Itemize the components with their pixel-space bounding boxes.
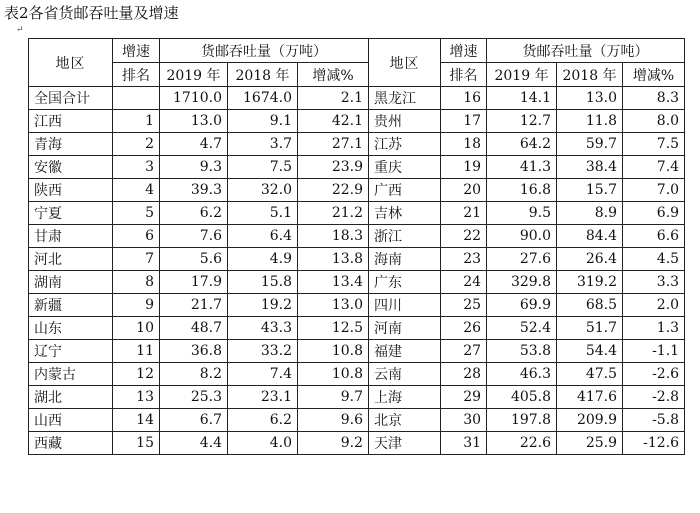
right-rank-cell: 21 bbox=[441, 202, 487, 225]
right-region-cell: 四川 bbox=[369, 294, 441, 317]
table-row bbox=[29, 156, 685, 179]
table-row bbox=[29, 409, 685, 432]
left-value-2018-cell: 23.1 bbox=[228, 386, 298, 409]
left-value-2019-cell: 5.6 bbox=[160, 248, 228, 271]
header-2018-right: 2018 年 bbox=[557, 63, 623, 87]
header-row-2 bbox=[29, 63, 685, 87]
right-change-cell: 7.0 bbox=[623, 179, 685, 202]
right-change-cell: 6.6 bbox=[623, 225, 685, 248]
left-change-cell: 27.1 bbox=[298, 133, 369, 156]
right-value-2018-cell: 15.7 bbox=[557, 179, 623, 202]
table-row bbox=[29, 363, 685, 386]
right-value-2018-cell: 13.0 bbox=[557, 87, 623, 110]
right-value-2018-cell: 26.4 bbox=[557, 248, 623, 271]
right-region-cell: 天津 bbox=[369, 432, 441, 455]
left-change-cell: 12.5 bbox=[298, 317, 369, 340]
left-rank-cell: 4 bbox=[113, 179, 160, 202]
right-change-cell: -5.8 bbox=[623, 409, 685, 432]
right-value-2019-cell: 46.3 bbox=[487, 363, 557, 386]
right-value-2018-cell: 68.5 bbox=[557, 294, 623, 317]
right-change-cell: 2.0 bbox=[623, 294, 685, 317]
left-value-2018-cell: 32.0 bbox=[228, 179, 298, 202]
right-value-2019-cell: 53.8 bbox=[487, 340, 557, 363]
left-region-cell: 辽宁 bbox=[29, 340, 113, 363]
cargo-throughput-table bbox=[28, 38, 685, 455]
left-change-cell: 9.7 bbox=[298, 386, 369, 409]
header-change-right: 增减% bbox=[623, 63, 685, 87]
right-change-cell: 6.9 bbox=[623, 202, 685, 225]
right-value-2019-cell: 52.4 bbox=[487, 317, 557, 340]
left-region-cell: 江西 bbox=[29, 110, 113, 133]
left-value-2019-cell: 8.2 bbox=[160, 363, 228, 386]
right-rank-cell: 16 bbox=[441, 87, 487, 110]
left-value-2018-cell: 1674.0 bbox=[228, 87, 298, 110]
table-title: 表2各省货邮吞吐量及增速 bbox=[4, 4, 179, 22]
right-region-cell: 重庆 bbox=[369, 156, 441, 179]
header-change-left: 增减% bbox=[298, 63, 369, 87]
left-change-cell: 13.4 bbox=[298, 271, 369, 294]
right-change-cell: -1.1 bbox=[623, 340, 685, 363]
left-region-cell: 全国合计 bbox=[29, 87, 113, 110]
header-2019-right: 2019 年 bbox=[487, 63, 557, 87]
left-region-cell: 湖北 bbox=[29, 386, 113, 409]
left-rank-cell: 15 bbox=[113, 432, 160, 455]
left-value-2018-cell: 33.2 bbox=[228, 340, 298, 363]
right-value-2018-cell: 59.7 bbox=[557, 133, 623, 156]
right-region-cell: 海南 bbox=[369, 248, 441, 271]
right-rank-cell: 25 bbox=[441, 294, 487, 317]
left-region-cell: 新疆 bbox=[29, 294, 113, 317]
right-value-2019-cell: 27.6 bbox=[487, 248, 557, 271]
right-value-2018-cell: 11.8 bbox=[557, 110, 623, 133]
left-value-2019-cell: 17.9 bbox=[160, 271, 228, 294]
right-rank-cell: 24 bbox=[441, 271, 487, 294]
right-value-2019-cell: 69.9 bbox=[487, 294, 557, 317]
left-change-cell: 21.2 bbox=[298, 202, 369, 225]
right-region-cell: 吉林 bbox=[369, 202, 441, 225]
right-value-2018-cell: 417.6 bbox=[557, 386, 623, 409]
right-value-2019-cell: 64.2 bbox=[487, 133, 557, 156]
right-rank-cell: 27 bbox=[441, 340, 487, 363]
right-value-2018-cell: 25.9 bbox=[557, 432, 623, 455]
header-throughput-left: 货邮吞吐量（万吨） bbox=[160, 39, 369, 63]
left-change-cell: 23.9 bbox=[298, 156, 369, 179]
left-rank-cell: 8 bbox=[113, 271, 160, 294]
right-change-cell: 7.4 bbox=[623, 156, 685, 179]
left-rank-cell: 2 bbox=[113, 133, 160, 156]
right-change-cell: -12.6 bbox=[623, 432, 685, 455]
left-change-cell: 22.9 bbox=[298, 179, 369, 202]
left-value-2018-cell: 5.1 bbox=[228, 202, 298, 225]
table-row bbox=[29, 248, 685, 271]
left-change-cell: 18.3 bbox=[298, 225, 369, 248]
right-region-cell: 河南 bbox=[369, 317, 441, 340]
left-rank-cell: 3 bbox=[113, 156, 160, 179]
right-value-2019-cell: 14.1 bbox=[487, 87, 557, 110]
right-change-cell: 8.0 bbox=[623, 110, 685, 133]
left-region-cell: 河北 bbox=[29, 248, 113, 271]
left-rank-cell: 12 bbox=[113, 363, 160, 386]
right-value-2019-cell: 16.8 bbox=[487, 179, 557, 202]
table-row bbox=[29, 179, 685, 202]
left-value-2018-cell: 9.1 bbox=[228, 110, 298, 133]
table-row bbox=[29, 340, 685, 363]
table-row bbox=[29, 271, 685, 294]
header-throughput-right: 货邮吞吐量（万吨） bbox=[487, 39, 685, 63]
left-value-2018-cell: 6.4 bbox=[228, 225, 298, 248]
left-value-2019-cell: 1710.0 bbox=[160, 87, 228, 110]
right-value-2019-cell: 12.7 bbox=[487, 110, 557, 133]
left-value-2018-cell: 43.3 bbox=[228, 317, 298, 340]
left-change-cell: 9.2 bbox=[298, 432, 369, 455]
table-row bbox=[29, 87, 685, 110]
left-value-2019-cell: 9.3 bbox=[160, 156, 228, 179]
left-value-2018-cell: 4.0 bbox=[228, 432, 298, 455]
right-change-cell: 1.3 bbox=[623, 317, 685, 340]
left-change-cell: 13.8 bbox=[298, 248, 369, 271]
left-value-2019-cell: 48.7 bbox=[160, 317, 228, 340]
left-value-2019-cell: 21.7 bbox=[160, 294, 228, 317]
left-change-cell: 13.0 bbox=[298, 294, 369, 317]
right-region-cell: 上海 bbox=[369, 386, 441, 409]
left-region-cell: 陕西 bbox=[29, 179, 113, 202]
table-row bbox=[29, 202, 685, 225]
right-value-2019-cell: 22.6 bbox=[487, 432, 557, 455]
left-value-2018-cell: 6.2 bbox=[228, 409, 298, 432]
left-rank-cell: 9 bbox=[113, 294, 160, 317]
right-rank-cell: 19 bbox=[441, 156, 487, 179]
right-region-cell: 浙江 bbox=[369, 225, 441, 248]
right-rank-cell: 23 bbox=[441, 248, 487, 271]
right-rank-cell: 20 bbox=[441, 179, 487, 202]
right-region-cell: 北京 bbox=[369, 409, 441, 432]
table-row bbox=[29, 294, 685, 317]
right-rank-cell: 28 bbox=[441, 363, 487, 386]
right-change-cell: 8.3 bbox=[623, 87, 685, 110]
table-row bbox=[29, 110, 685, 133]
right-change-cell: 4.5 bbox=[623, 248, 685, 271]
header-region-left: 地区 bbox=[29, 39, 113, 87]
left-rank-cell: 14 bbox=[113, 409, 160, 432]
right-value-2019-cell: 197.8 bbox=[487, 409, 557, 432]
left-value-2018-cell: 7.4 bbox=[228, 363, 298, 386]
left-region-cell: 青海 bbox=[29, 133, 113, 156]
right-region-cell: 江苏 bbox=[369, 133, 441, 156]
right-rank-cell: 30 bbox=[441, 409, 487, 432]
right-value-2018-cell: 47.5 bbox=[557, 363, 623, 386]
right-value-2019-cell: 41.3 bbox=[487, 156, 557, 179]
left-value-2018-cell: 3.7 bbox=[228, 133, 298, 156]
left-value-2018-cell: 15.8 bbox=[228, 271, 298, 294]
right-value-2019-cell: 90.0 bbox=[487, 225, 557, 248]
left-region-cell: 西藏 bbox=[29, 432, 113, 455]
left-value-2019-cell: 4.4 bbox=[160, 432, 228, 455]
table-row bbox=[29, 386, 685, 409]
right-change-cell: -2.6 bbox=[623, 363, 685, 386]
right-region-cell: 福建 bbox=[369, 340, 441, 363]
left-region-cell: 安徽 bbox=[29, 156, 113, 179]
left-value-2018-cell: 19.2 bbox=[228, 294, 298, 317]
table-row bbox=[29, 225, 685, 248]
left-change-cell: 10.8 bbox=[298, 363, 369, 386]
header-rank-line1-right: 增速 bbox=[441, 39, 487, 63]
right-rank-cell: 22 bbox=[441, 225, 487, 248]
left-region-cell: 山西 bbox=[29, 409, 113, 432]
header-rank-line2-right: 排名 bbox=[441, 63, 487, 87]
header-rank-line2-left: 排名 bbox=[113, 63, 160, 87]
left-value-2019-cell: 13.0 bbox=[160, 110, 228, 133]
left-change-cell: 9.6 bbox=[298, 409, 369, 432]
right-value-2018-cell: 209.9 bbox=[557, 409, 623, 432]
table-row bbox=[29, 133, 685, 156]
table-row bbox=[29, 317, 685, 340]
right-rank-cell: 26 bbox=[441, 317, 487, 340]
left-rank-cell: 13 bbox=[113, 386, 160, 409]
table-body bbox=[29, 39, 685, 455]
right-value-2018-cell: 319.2 bbox=[557, 271, 623, 294]
left-value-2018-cell: 7.5 bbox=[228, 156, 298, 179]
left-value-2019-cell: 25.3 bbox=[160, 386, 228, 409]
right-value-2018-cell: 8.9 bbox=[557, 202, 623, 225]
header-row-1 bbox=[29, 39, 685, 63]
left-rank-cell: 1 bbox=[113, 110, 160, 133]
right-value-2018-cell: 84.4 bbox=[557, 225, 623, 248]
left-rank-cell: 10 bbox=[113, 317, 160, 340]
header-rank-line1-left: 增速 bbox=[113, 39, 160, 63]
right-value-2019-cell: 329.8 bbox=[487, 271, 557, 294]
right-change-cell: 3.3 bbox=[623, 271, 685, 294]
right-region-cell: 广东 bbox=[369, 271, 441, 294]
left-value-2018-cell: 4.9 bbox=[228, 248, 298, 271]
right-value-2018-cell: 54.4 bbox=[557, 340, 623, 363]
right-region-cell: 云南 bbox=[369, 363, 441, 386]
left-region-cell: 甘肃 bbox=[29, 225, 113, 248]
right-change-cell: -2.8 bbox=[623, 386, 685, 409]
right-rank-cell: 17 bbox=[441, 110, 487, 133]
left-rank-cell: 6 bbox=[113, 225, 160, 248]
left-change-cell: 42.1 bbox=[298, 110, 369, 133]
table-row bbox=[29, 432, 685, 455]
left-change-cell: 2.1 bbox=[298, 87, 369, 110]
left-change-cell: 10.8 bbox=[298, 340, 369, 363]
left-rank-cell: 5 bbox=[113, 202, 160, 225]
left-rank-cell: 11 bbox=[113, 340, 160, 363]
left-value-2019-cell: 39.3 bbox=[160, 179, 228, 202]
left-region-cell: 湖南 bbox=[29, 271, 113, 294]
right-value-2019-cell: 405.8 bbox=[487, 386, 557, 409]
right-rank-cell: 18 bbox=[441, 133, 487, 156]
left-region-cell: 山东 bbox=[29, 317, 113, 340]
right-value-2018-cell: 51.7 bbox=[557, 317, 623, 340]
right-region-cell: 黑龙江 bbox=[369, 87, 441, 110]
paragraph-mark: ↵ bbox=[16, 25, 24, 35]
left-value-2019-cell: 36.8 bbox=[160, 340, 228, 363]
left-region-cell: 宁夏 bbox=[29, 202, 113, 225]
left-rank-cell bbox=[113, 87, 160, 110]
right-rank-cell: 29 bbox=[441, 386, 487, 409]
right-rank-cell: 31 bbox=[441, 432, 487, 455]
right-value-2018-cell: 38.4 bbox=[557, 156, 623, 179]
right-region-cell: 广西 bbox=[369, 179, 441, 202]
right-change-cell: 7.5 bbox=[623, 133, 685, 156]
header-2018-left: 2018 年 bbox=[228, 63, 298, 87]
left-region-cell: 内蒙古 bbox=[29, 363, 113, 386]
left-value-2019-cell: 6.2 bbox=[160, 202, 228, 225]
header-2019-left: 2019 年 bbox=[160, 63, 228, 87]
left-rank-cell: 7 bbox=[113, 248, 160, 271]
left-value-2019-cell: 4.7 bbox=[160, 133, 228, 156]
left-value-2019-cell: 6.7 bbox=[160, 409, 228, 432]
right-value-2019-cell: 9.5 bbox=[487, 202, 557, 225]
right-region-cell: 贵州 bbox=[369, 110, 441, 133]
left-value-2019-cell: 7.6 bbox=[160, 225, 228, 248]
header-region-right: 地区 bbox=[369, 39, 441, 87]
